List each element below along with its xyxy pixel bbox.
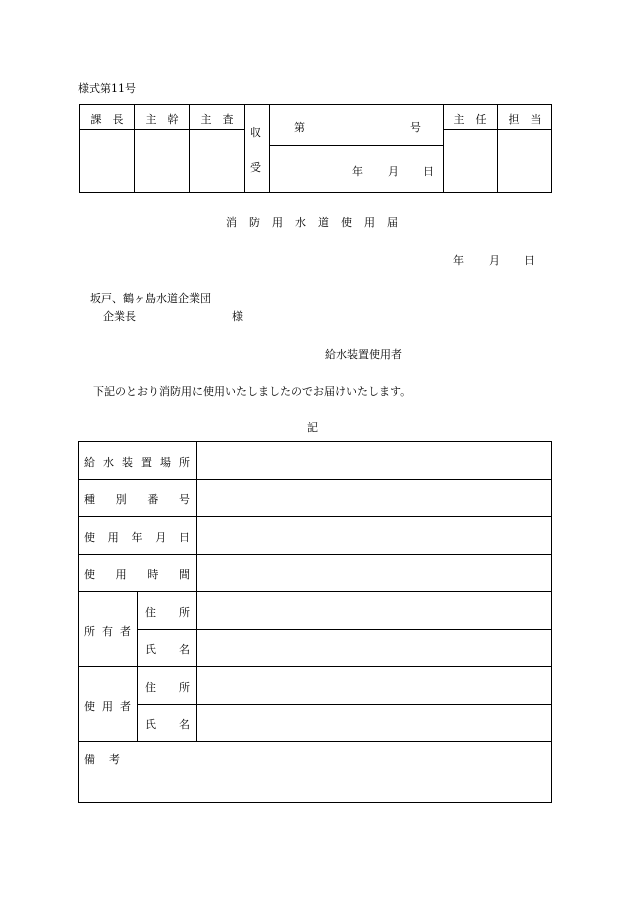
receipt-label-top: 収 [250,126,261,139]
receipt-go: 号 [410,121,421,134]
stamp-cell-tanto: 担 当 [508,113,542,126]
stamp-cell-kacho: 課 長 [90,113,124,126]
user-label: 給水装置使用者 [325,348,402,361]
row-label-type-number: 種 別 番 号 [84,493,190,506]
receipt-day: 日 [423,165,434,178]
owner-label: 所 有 者 [84,625,131,638]
remarks-label: 備 考 [84,753,120,766]
addressee-honorific: 様 [232,310,243,323]
user-group-label: 使 用 者 [84,700,131,713]
receipt-year: 年 [352,165,363,178]
stamp-cell-shusa: 主 査 [200,113,234,126]
date-day: 日 [524,254,535,267]
stamp-cell-shukan: 主 幹 [145,113,179,126]
receipt-dai: 第 [294,121,305,134]
body-text: 下記のとおり消防用に使用いたしましたのでお届けいたします。 [93,385,412,398]
row-label-use-time: 使 用 時 間 [84,568,190,581]
user-name-label: 氏 名 [145,718,190,731]
row-label-location: 給 水 装 置 場 所 [84,456,190,469]
receipt-month: 月 [388,165,399,178]
addressee-org: 坂戸、鶴ヶ島水道企業団 [90,292,211,305]
date-year: 年 [453,254,464,267]
row-label-use-date: 使 用 年 月 日 [84,531,190,544]
ki-label: 記 [307,421,318,434]
addressee-title: 企業長 [103,310,136,323]
owner-name-label: 氏 名 [145,643,190,656]
date-month: 月 [489,254,500,267]
stamp-cell-shunin: 主 任 [453,113,487,126]
form-number: 様式第11号 [78,82,136,95]
page-title: 消 防 用 水 道 使 用 届 [226,216,398,229]
owner-address-label: 住 所 [145,606,190,619]
user-address-label: 住 所 [145,681,190,694]
receipt-label-bottom: 受 [250,161,261,174]
